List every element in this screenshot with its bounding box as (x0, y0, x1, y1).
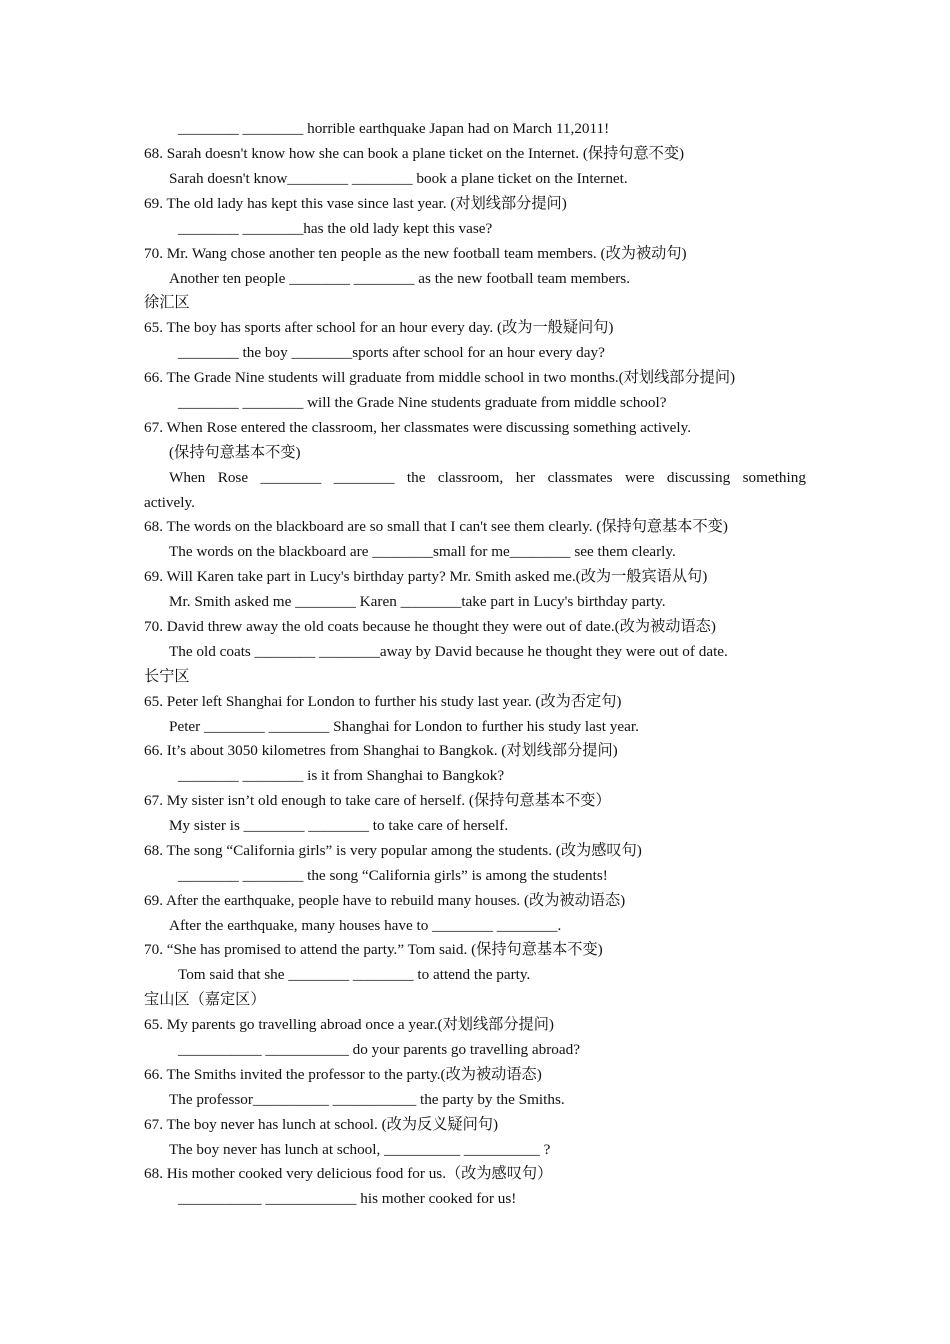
instruction-line: (保持句意基本不变) (169, 444, 301, 461)
answer-line: The words on the blackboard are ________small for me________ see them clearly. (169, 543, 676, 560)
question-line: 70. “She has promised to attend the party.” Tom said. (保持句意基本不变) (144, 941, 603, 958)
question-line: 65. Peter left Shanghai for London to further his study last year. (改为否定句) (144, 693, 622, 710)
answer-line-continued: actively. (144, 494, 195, 511)
answer-line: ________ ________ the song “California girls” is among the students! (178, 867, 608, 884)
question-line: 70. Mr. Wang chose another ten people as the new football team members. (改为被动句) (144, 245, 687, 262)
answer-line: ___________ ___________ do your parents go travelling abroad? (178, 1041, 580, 1058)
question-line: 66. The Grade Nine students will graduate from middle school in two months.(对划线部分提问) (144, 369, 736, 386)
answer-line: ________ ________ horrible earthquake Japan had on March 11,2011! (178, 120, 610, 137)
word: discussing (666, 469, 731, 486)
word: classmates (547, 469, 613, 486)
word: were (624, 469, 655, 486)
answer-line: Peter ________ ________ Shanghai for London to further his study last year. (169, 718, 639, 735)
blank: ________ (333, 469, 395, 486)
word: the (406, 469, 426, 486)
question-line: 69. The old lady has kept this vase since last year. (对划线部分提问) (144, 195, 567, 212)
word: something (742, 469, 806, 486)
answer-line: Another ten people ________ ________ as the new football team members. (169, 270, 631, 287)
answer-line: Mr. Smith asked me ________ Karen ________take part in Lucy's birthday party. (169, 593, 666, 610)
question-line: 65. The boy has sports after school for an hour every day. (改为一般疑问句) (144, 319, 614, 336)
answer-line: The old coats ________ ________away by David because he thought they were out of date. (169, 643, 728, 660)
answer-line: ___________ ____________ his mother cooked for us! (178, 1190, 517, 1207)
answer-line: ________ ________has the old lady kept this vase? (178, 220, 493, 237)
question-line: 69. Will Karen take part in Lucy's birthday party? Mr. Smith asked me.(改为一般宾语从句) (144, 568, 708, 585)
question-line: 68. His mother cooked very delicious food for us.（改为感叹句） (144, 1165, 553, 1182)
blank: ________ (260, 469, 322, 486)
question-line: 66. The Smiths invited the professor to the party.(改为被动语态) (144, 1066, 542, 1083)
answer-line: Tom said that she ________ ________ to attend the party. (178, 966, 531, 983)
word: When (169, 469, 206, 486)
word: classroom, (437, 469, 504, 486)
question-line: 67. When Rose entered the classroom, her classmates were discussing something actively. (144, 419, 692, 436)
answer-line: Sarah doesn't know________ ________ book a plane ticket on the Internet. (169, 170, 628, 187)
question-line: 68. Sarah doesn't know how she can book a plane ticket on the Internet. (保持句意不变) (144, 145, 685, 162)
question-line: 70. David threw away the old coats because he thought they were out of date.(改为被动语态) (144, 618, 716, 635)
word: her (515, 469, 536, 486)
answer-line: After the earthquake, many houses have to ________ ________. (169, 917, 562, 934)
answer-line-justified (169, 469, 806, 487)
question-line: 69. After the earthquake, people have to rebuild many houses. (改为被动语态) (144, 892, 626, 909)
answer-line: ________ the boy ________sports after school for an hour every day? (178, 344, 605, 361)
answer-line: ________ ________ is it from Shanghai to Bangkok? (178, 767, 505, 784)
answer-line: The boy never has lunch at school, __________ __________ ? (169, 1141, 551, 1158)
district-heading: 宝山区（嘉定区） (144, 991, 266, 1008)
question-line: 66. It’s about 3050 kilometres from Shanghai to Bangkok. (对划线部分提问) (144, 742, 618, 759)
question-line: 68. The song “California girls” is very popular among the students. (改为感叹句) (144, 842, 642, 859)
district-heading: 徐汇区 (144, 294, 190, 311)
question-line: 67. My sister isn’t old enough to take care of herself. (保持句意基本不变） (144, 792, 611, 809)
question-line: 67. The boy never has lunch at school. (改为反义疑问句) (144, 1116, 499, 1133)
question-line: 68. The words on the blackboard are so small that I can't see them clearly. (保持句意基本不变) (144, 518, 728, 535)
district-heading: 长宁区 (144, 668, 190, 685)
question-line: 65. My parents go travelling abroad once a year.(对划线部分提问) (144, 1016, 554, 1033)
answer-line: My sister is ________ ________ to take care of herself. (169, 817, 509, 834)
answer-line: ________ ________ will the Grade Nine students graduate from middle school? (178, 394, 667, 411)
answer-line: The professor__________ ___________ the party by the Smiths. (169, 1091, 565, 1108)
word: Rose (217, 469, 249, 486)
